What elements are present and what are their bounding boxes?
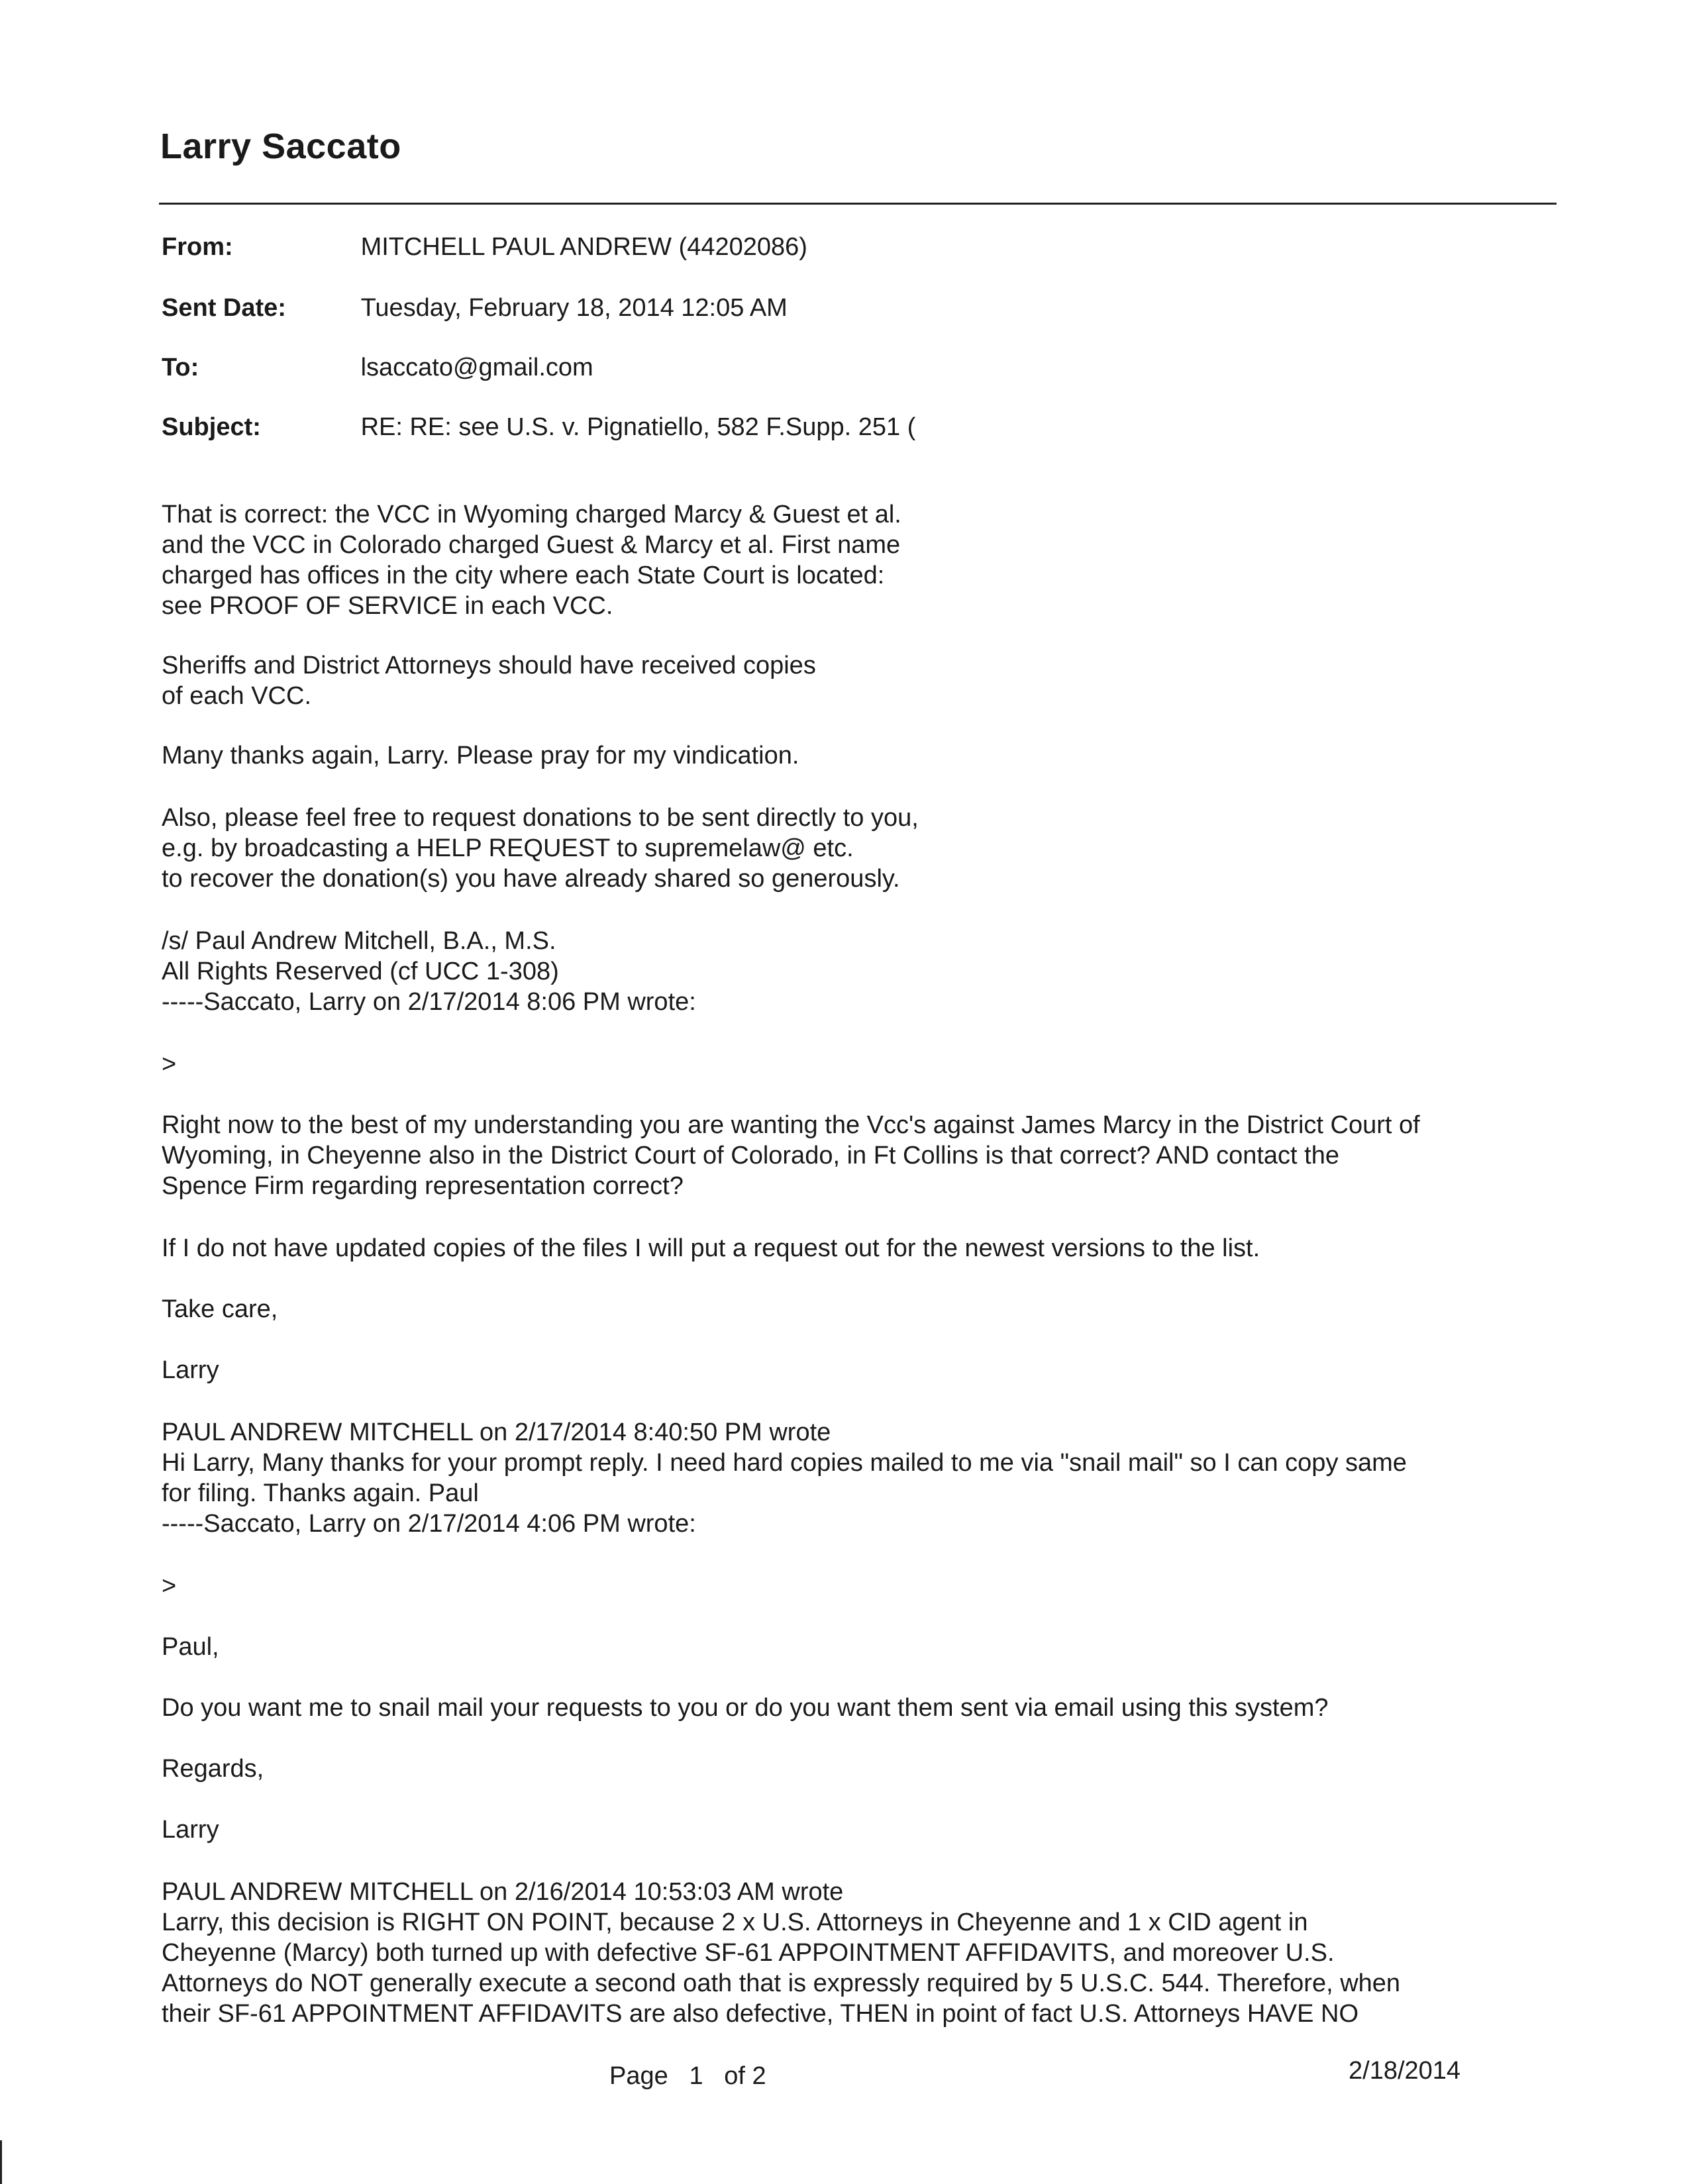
quote-text: >	[162, 1050, 177, 1078]
text-line: their SF-61 APPOINTMENT AFFIDAVITS are also defective, THEN in point of fact U.S. Attorneys HAVE NO	[162, 2000, 1359, 2028]
paragraph-regards	[162, 1754, 264, 1784]
header-from-row	[162, 233, 807, 262]
text-line: see PROOF OF SERVICE in each VCC.	[162, 592, 613, 620]
text-line: Paul,	[162, 1633, 219, 1661]
subject-value: RE: RE: see U.S. v. Pignatiello, 582 F.Supp. 251 (	[360, 413, 916, 441]
paragraph-updated-copies	[162, 1233, 1260, 1264]
paragraph-sheriffs	[162, 650, 816, 711]
text-line: /s/ Paul Andrew Mitchell, B.A., M.S.	[162, 927, 556, 955]
paragraph-thanks	[162, 740, 799, 771]
text-line: Wyoming, in Cheyenne also in the District Court of Colorado, in Ft Collins is that correct? AND contact the	[162, 1142, 1339, 1169]
text-line: Spence Firm regarding representation correct?	[162, 1172, 684, 1200]
text-line: Larry	[162, 1816, 219, 1844]
header-to-row	[162, 354, 593, 382]
paragraph-hard-copies	[162, 1417, 1407, 1539]
header-sent-row	[162, 294, 788, 323]
text-line: All Rights Reserved (cf UCC 1-308)	[162, 958, 559, 985]
to-label: To:	[162, 354, 199, 381]
text-line: e.g. by broadcasting a HELP REQUEST to supremelaw@ etc.	[162, 834, 854, 862]
sent-date-label: Sent Date:	[162, 294, 286, 322]
text-line: Right now to the best of my understanding you are wanting the Vcc's against James Marcy in the District Court of	[162, 1111, 1420, 1139]
text-line: Do you want me to snail mail your requests to you or do you want them sent via email using this system?	[162, 1694, 1329, 1722]
text-line: Sheriffs and District Attorneys should have received copies	[162, 652, 816, 679]
paragraph-larry-sign	[162, 1355, 219, 1385]
signature-block	[162, 926, 696, 1017]
paragraph-donations	[162, 803, 919, 894]
paragraph-take-care	[162, 1294, 278, 1324]
text-line: for filing. Thanks again. Paul	[162, 1479, 479, 1507]
header-subject-row	[162, 413, 915, 442]
paragraph-right-on-point	[162, 1877, 1400, 2029]
document-title: Larry Saccato	[160, 126, 401, 166]
paragraph-right-now	[162, 1110, 1420, 1201]
text-line: Take care,	[162, 1295, 278, 1323]
from-value: MITCHELL PAUL ANDREW (44202086)	[360, 233, 807, 261]
text-line: If I do not have updated copies of the files I will put a request out for the newest versions to the list.	[162, 1234, 1260, 1262]
text-line: of each VCC.	[162, 682, 311, 710]
text-line: Regards,	[162, 1755, 264, 1783]
text-line: Hi Larry, Many thanks for your prompt reply. I need hard copies mailed to me via "snail mail" so I can copy same	[162, 1449, 1407, 1477]
text-line: -----Saccato, Larry on 2/17/2014 4:06 PM wrote:	[162, 1510, 696, 1538]
page-label: Page	[609, 2062, 668, 2090]
print-date: 2/18/2014	[1349, 2057, 1461, 2085]
page-current: 1	[689, 2062, 703, 2090]
quote-marker	[162, 1049, 176, 1079]
to-value: lsaccato@gmail.com	[360, 354, 593, 381]
text-line: Larry	[162, 1356, 219, 1384]
text-line: to recover the donation(s) you have already shared so generously.	[162, 865, 900, 893]
sent-date-value: Tuesday, February 18, 2014 12:05 AM	[360, 294, 788, 322]
paragraph-paul-greeting	[162, 1632, 219, 1662]
paragraph-snail-mail	[162, 1693, 1329, 1723]
text-line: -----Saccato, Larry on 2/17/2014 8:06 PM wrote:	[162, 988, 696, 1016]
quote-text: >	[162, 1572, 177, 1600]
text-line: PAUL ANDREW MITCHELL on 2/16/2014 10:53:03 AM wrote	[162, 1878, 844, 1906]
text-line: Attorneys do NOT generally execute a second oath that is expressly required by 5 U.S.C. 544. Therefore, when	[162, 1969, 1401, 1997]
scan-margin-mark	[0, 2140, 2, 2184]
text-line: Larry, this decision is RIGHT ON POINT, because 2 x U.S. Attorneys in Cheyenne and 1 x CID agent in	[162, 1909, 1308, 1936]
text-line: Cheyenne (Marcy) both turned up with defective SF-61 APPOINTMENT AFFIDAVITS, and moreover U.S.	[162, 1939, 1335, 1967]
quote-marker	[162, 1571, 176, 1601]
text-line: That is correct: the VCC in Wyoming charged Marcy & Guest et al.	[162, 501, 901, 528]
text-line: charged has offices in the city where each State Court is located:	[162, 562, 885, 589]
from-label: From:	[162, 233, 233, 261]
text-line: and the VCC in Colorado charged Guest & Marcy et al. First name	[162, 531, 901, 559]
subject-label: Subject:	[162, 413, 261, 441]
text-line: Also, please feel free to request donations to be sent directly to you,	[162, 804, 919, 832]
text-line: PAUL ANDREW MITCHELL on 2/17/2014 8:40:50 PM wrote	[162, 1418, 831, 1446]
header-divider	[159, 203, 1557, 205]
paragraph-larry-sign-2	[162, 1814, 219, 1845]
paragraph-vcc-correct	[162, 499, 901, 621]
text-line: Many thanks again, Larry. Please pray for my vindication.	[162, 742, 799, 769]
page-total: of 2	[724, 2062, 766, 2090]
page-number	[609, 2062, 766, 2091]
